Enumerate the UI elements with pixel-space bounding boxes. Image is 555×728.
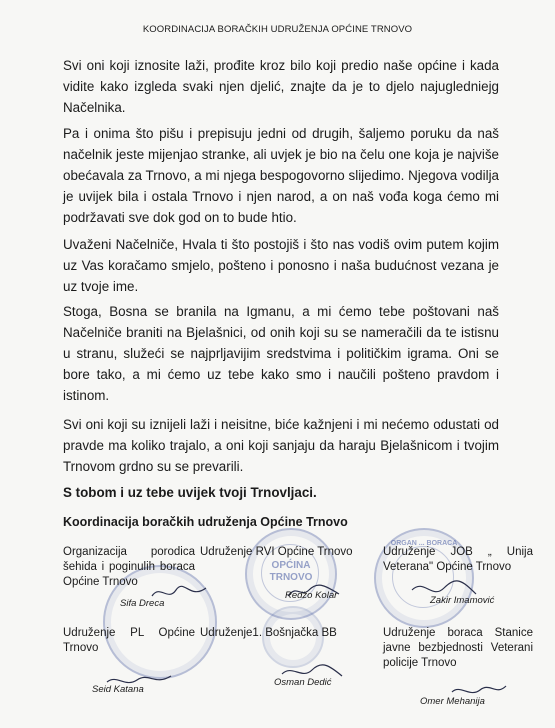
signer-sifa-dreca: Sifa Dreca — [120, 598, 165, 609]
paragraph-1: Svi oni koji iznosite laži, prođite kroz bilo koji predio naše općine i kada vidite kako izgleda svaki njen djelić, znajte da je to djelo najugledniejg Načelnika. — [63, 58, 499, 115]
org-families-of-martyrs: Organizacija porodica šehida i poginulih boraca Općine Trnovo — [63, 546, 195, 588]
signer-zakir-imamovic: Zakir Imamović — [430, 595, 495, 606]
paragraph-5: Svi oni koji su iznijeli laži i neisitne, biće kažnjeni i mi nećemo odustati od pravde ma koliko trajalo, a oni koji sanjaju da haraju Bjelašnicom i tvojim Trnovom grdno su se prevarili. — [63, 417, 499, 474]
municipal-stamp-text: OPĆINA TRNOVO — [269, 560, 313, 583]
paragraph-2: Pa i onima što pišu i prepisuju jedni od drugih, šaljemo poruku da naš načelnik jeste mijenjao stranke, ali uvjek je bio na čelu one koja je najviše obećavala za Trnovo, a mi njega bespogovorno slijedimo. Njegova vodilja je uvijek bila i ostala Trnovo i njen narod, a on naš vođa koga ćemo mi podržavati sve dok god on to bude htio. — [63, 126, 499, 225]
org-rvi: Udruženje RVI Općine Trnovo — [200, 546, 353, 558]
closing-line: S tobom i uz tebe uvijek tvoji Trnovljaci. — [63, 485, 317, 500]
signer-omer-mehanija: Omer Mehanija — [420, 696, 485, 707]
org-police-veterans: Udruženje boraca Stanice javne bezbjednosti Veterani policije Trnovo — [383, 627, 533, 669]
signer-redzo-kolar: Redžo Kolar — [285, 590, 338, 601]
signer-seid-katana: Seid Katana — [92, 684, 144, 695]
org-bosnjacka-bb: Udruženje1. Bošnjačka BB — [200, 627, 337, 639]
signer-osman-dedic: Osman Dedić — [274, 677, 332, 688]
org-pl: Udruženje PL Općine Trnovo — [63, 627, 195, 654]
paragraph-4: Stoga, Bosna se branila na Igmanu, a mi ćemo tebe poštovani naš Načelniče braniti na Bjelašnici, od onih koji su se nameračili da te istisnu u stranu, služeći se najprljavijim sredstvima i političkim igrama. Oni se bore tako, a mi ćemo uz tebe kako smo i naučili pošteno pravdom i istinom. — [63, 304, 499, 403]
signatory-title: Koordinacija boračkih udruženja Općine Trnovo — [63, 515, 348, 529]
veterans-stamp-text: ORGAN ... BORACA — [390, 540, 458, 547]
paragraph-3: Uvaženi Načelniče, Hvala ti što postojiš i što nas vodiš ovim putem kojim uz Vas koračamo smjelo, pošteno i ponosno i naša budućnost vezana je uz tvoje ime. — [63, 237, 499, 294]
letter-header: KOORDINACIJA BORAČKIH UDRUŽENJA OPĆINE TRNOVO — [142, 24, 413, 35]
org-job-veterans: Udruženje JOB „ Unija Veterana" Općine Trnovo — [383, 546, 533, 573]
